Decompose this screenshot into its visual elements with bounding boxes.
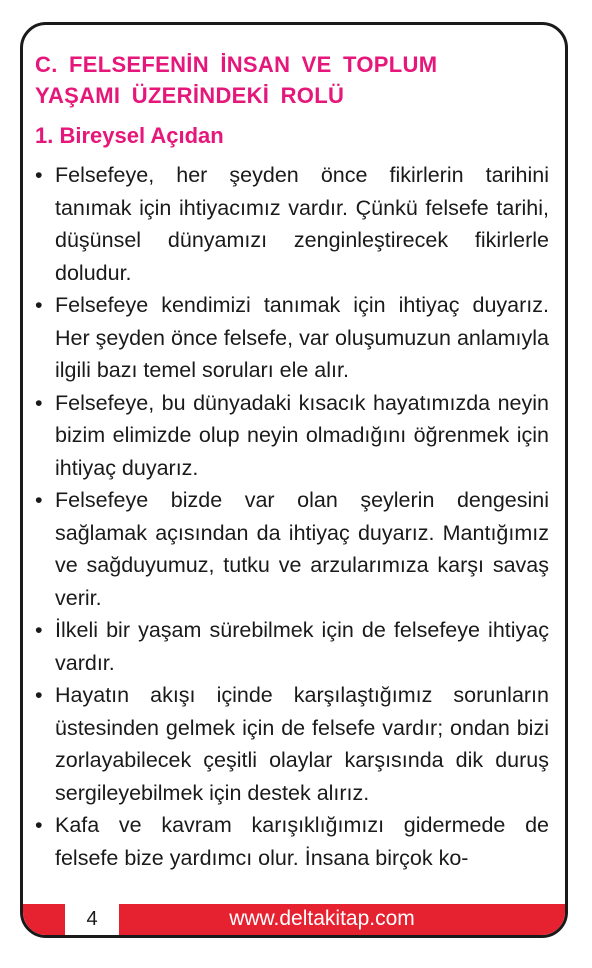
bullet-item — [35, 159, 549, 289]
bullet-text: İlkeli bir yaşam sürebilmek için de felsefeye ihtiyaç vardır. — [55, 618, 549, 675]
bullet-text: Felsefeye, bu dünyadaki kısacık hayatımızda neyin bizim elimizde olup neyin olmadığını öğrenmek için ihtiyaç duyarız. — [55, 390, 549, 480]
section-title-line-1: C. FELSEFENİN İNSAN VE TOPLUM — [35, 52, 438, 77]
subsection-title: 1. Bireysel Açıdan — [35, 123, 224, 148]
bullet-item — [35, 484, 549, 614]
bullet-item — [35, 679, 549, 809]
bullet-text: Hayatın akışı içinde karşılaştığımız sorunların üstesinden gelmek için de felsefe vardır; ondan bizi zorlayabilecek çeşitli olaylar karşısında dik duruş sergileyebilmek için destek alırız. — [55, 683, 549, 805]
bullet-icon: • — [35, 488, 43, 512]
bullet-icon: • — [35, 293, 43, 317]
footer-url: www.deltakitap.com — [229, 907, 415, 930]
bullet-icon: • — [35, 683, 43, 707]
footer-bar — [23, 904, 565, 935]
bullet-text: Kafa ve kavram karışıklığımızı gidermede de felsefe bize yardımcı olur. İnsana birçok ko- — [55, 813, 549, 870]
bullet-item — [35, 614, 549, 679]
section-title-line-2: YAŞAMI ÜZERİNDEKİ ROLÜ — [35, 83, 345, 108]
bullet-text: Felsefeye bizde var olan şeylerin dengesini sağlamak açısından da ihtiyaç duyarız. Mantığımız ve sağduyumuz, tutku ve arzularımıza karşı savaş verir. — [55, 488, 549, 610]
page-number: 4 — [65, 904, 119, 935]
bullet-item — [35, 289, 549, 387]
bullet-item — [35, 387, 549, 485]
bullet-list — [35, 159, 549, 874]
section-title — [35, 49, 549, 111]
page-content — [35, 49, 549, 874]
bullet-icon: • — [35, 618, 43, 642]
bullet-icon: • — [35, 390, 43, 415]
bullet-icon: • — [35, 813, 43, 837]
bullet-item — [35, 809, 549, 874]
bullet-text: Felsefeye, her şeyden önce fikirlerin tarihini tanımak için ihtiyacımız vardır. Çünkü felsefe tarihi, düşünsel dünyamızı zenginleştirecek fikirlerle doludur. — [55, 163, 549, 285]
bullet-text: Felsefeye kendimizi tanımak için ihtiyaç duyarız. Her şeyden önce felsefe, var oluşumuzun anlamıyla ilgili bazı temel soruları ele alır. — [55, 293, 549, 382]
page-card — [20, 22, 568, 938]
bullet-icon: • — [35, 163, 43, 187]
